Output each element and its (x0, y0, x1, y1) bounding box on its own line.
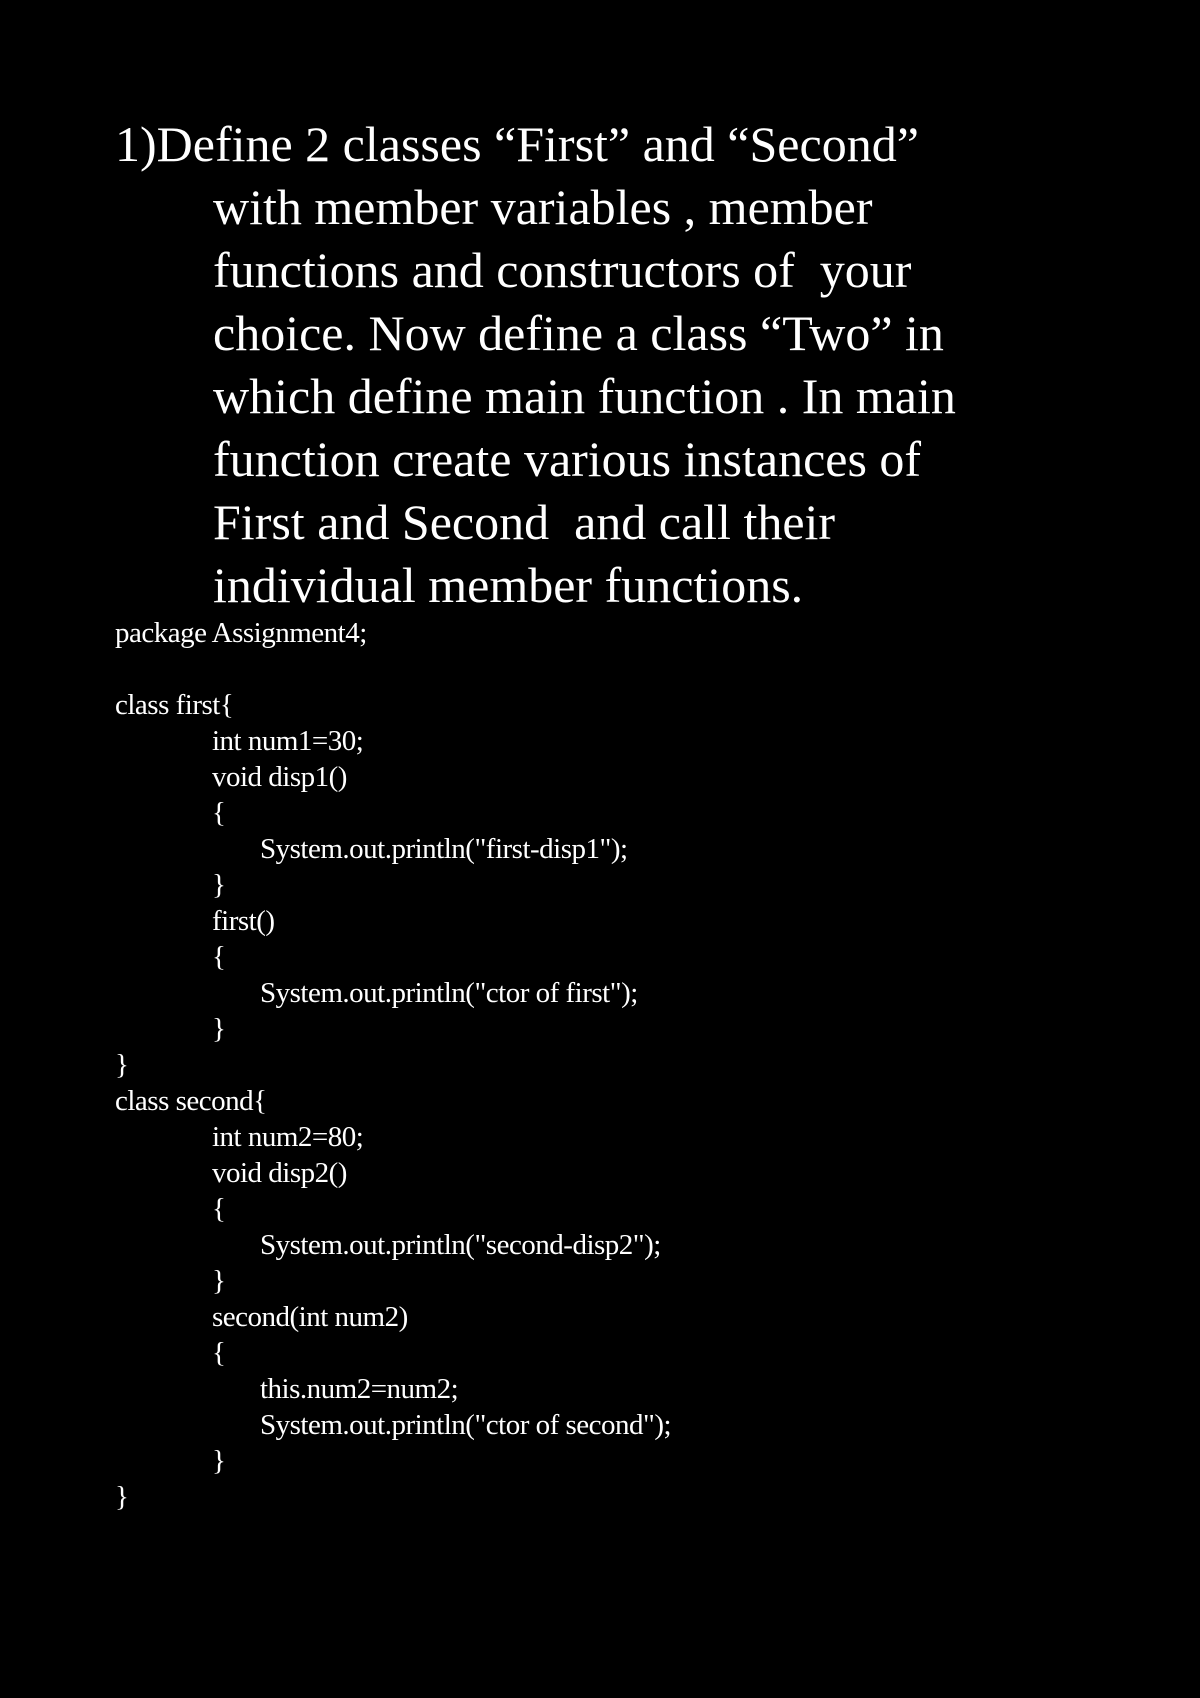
code-line: second(int num2) (212, 1301, 408, 1333)
question-line: choice. Now define a class “Two” in (213, 305, 944, 361)
code-line: System.out.println("ctor of first"); (260, 977, 638, 1009)
code-line-blank (115, 651, 1115, 687)
code-line: void disp2() (212, 1157, 347, 1189)
code-line: { (212, 1193, 226, 1225)
question-line: First and Second and call their (213, 494, 836, 550)
question-text (115, 113, 1115, 617)
question-line: functions and constructors of your (213, 242, 912, 298)
code-line: first() (212, 905, 275, 937)
code-line: this.num2=num2; (260, 1373, 459, 1405)
code-line: } (115, 1481, 129, 1513)
code-line: package Assignment4; (115, 617, 367, 649)
code-line: int num2=80; (212, 1121, 364, 1153)
code-line: { (212, 941, 226, 973)
code-line: } (212, 1445, 226, 1477)
code-line: { (212, 1337, 226, 1369)
code-line: } (212, 1013, 226, 1045)
question-line: 1)Define 2 classes “First” and “Second” (115, 116, 919, 172)
question-line: which define main function . In main (213, 368, 956, 424)
code-line: { (212, 797, 226, 829)
code-line: class first{ (115, 689, 234, 721)
question-line: with member variables , member (213, 179, 873, 235)
code-line: System.out.println("ctor of second"); (260, 1409, 672, 1441)
code-listing (115, 615, 1115, 1515)
code-line: } (212, 869, 226, 901)
code-line: System.out.println("second-disp2"); (260, 1229, 661, 1261)
code-line: void disp1() (212, 761, 347, 793)
code-line: System.out.println("first-disp1"); (260, 833, 628, 865)
code-line: } (212, 1265, 226, 1297)
question-line: individual member functions. (213, 557, 804, 613)
code-line: class second{ (115, 1085, 267, 1117)
code-line: } (115, 1049, 129, 1081)
code-line: int num1=30; (212, 725, 364, 757)
question-line: function create various instances of (213, 431, 922, 487)
